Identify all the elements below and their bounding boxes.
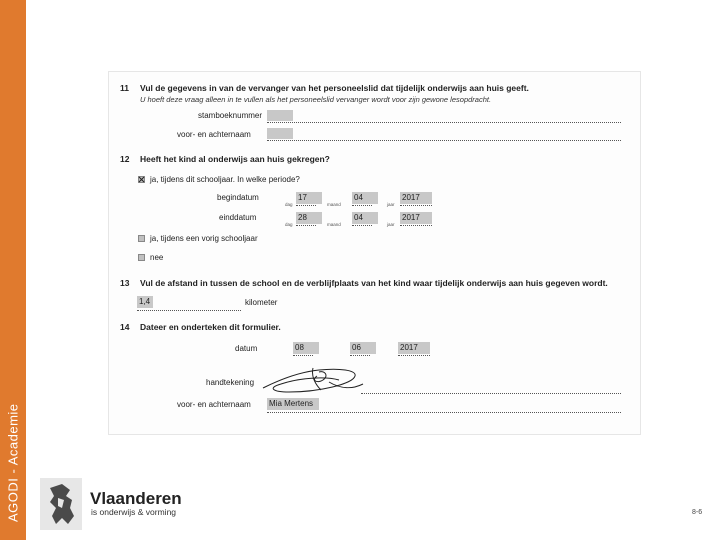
- stamboek-input[interactable]: [267, 110, 293, 121]
- q14-title: Dateer en onderteken dit formulier.: [140, 322, 281, 332]
- page-number: 8-6: [692, 509, 703, 516]
- q13-number: 13: [120, 278, 130, 288]
- q12-option2-label: ja, tijdens een vorig schooljaar: [150, 234, 258, 243]
- end-date-label: einddatum: [219, 213, 257, 222]
- substitute-name-line: [267, 140, 621, 141]
- form-page: [109, 72, 640, 434]
- q12-number: 12: [120, 154, 130, 164]
- end-month-input[interactable]: 04: [352, 212, 378, 224]
- end-year-line: [400, 225, 432, 226]
- signer-name-line: [267, 412, 621, 413]
- q12-title: Heeft het kind al onderwijs aan huis gekregen?: [140, 154, 330, 164]
- begin-date-label: begindatum: [217, 193, 259, 202]
- signature-image: [259, 362, 369, 398]
- vlaanderen-logo: [40, 478, 82, 530]
- q12-option2-checkbox[interactable]: [138, 235, 145, 242]
- q12-option1-label: ja, tijdens dit schooljaar. In welke periode?: [150, 175, 300, 184]
- distance-unit: kilometer: [245, 298, 278, 307]
- end-day-unit: dag: [285, 222, 293, 227]
- sign-day-line: [293, 355, 313, 356]
- q11-number: 11: [120, 83, 129, 93]
- end-month-line: [352, 225, 372, 226]
- begin-year-input[interactable]: 2017: [400, 192, 432, 204]
- q11-title: Vul de gegevens in van de vervanger van het personeelslid dat tijdelijk onderwijs aan huis geeft.: [140, 83, 529, 93]
- signer-name-input[interactable]: Mia Mertens: [267, 398, 319, 410]
- begin-month-line: [352, 205, 372, 206]
- end-day-line: [296, 225, 316, 226]
- sign-day-input[interactable]: 08: [293, 342, 319, 354]
- signature-line: [361, 393, 621, 394]
- sidebar-label: AGODI - Academie: [5, 403, 21, 522]
- begin-month-unit: maand: [327, 202, 341, 207]
- brand-subtitle: is onderwijs & vorming: [91, 507, 177, 517]
- q13-title: Vul de afstand in tussen de school en de verblijfplaats van het kind waar tijdelijk onderwijs aan huis gegeven wordt.: [140, 278, 608, 288]
- sign-month-line: [350, 355, 370, 356]
- signature-label: handtekening: [206, 378, 255, 387]
- distance-line: [137, 310, 241, 311]
- q11-name-label: voor- en achternaam: [177, 130, 251, 139]
- brand-name: Vlaanderen: [90, 489, 182, 508]
- sign-year-line: [398, 355, 430, 356]
- begin-year-unit: jaar: [387, 202, 395, 207]
- lion-icon: [40, 478, 82, 530]
- distance-input[interactable]: 1,4: [137, 296, 153, 308]
- begin-day-unit: dag: [285, 202, 293, 207]
- end-year-unit: jaar: [387, 222, 395, 227]
- sign-year-input[interactable]: 2017: [398, 342, 430, 354]
- end-month-unit: maand: [327, 222, 341, 227]
- sign-month-input[interactable]: 06: [350, 342, 376, 354]
- q12-option1-checkbox[interactable]: [138, 176, 145, 183]
- substitute-name-input[interactable]: [267, 128, 293, 139]
- begin-month-input[interactable]: 04: [352, 192, 378, 204]
- q12-option3-checkbox[interactable]: [138, 254, 145, 261]
- q14-number: 14: [120, 322, 130, 332]
- stamboek-line: [267, 122, 621, 123]
- begin-year-line: [400, 205, 432, 206]
- end-day-input[interactable]: 28: [296, 212, 322, 224]
- q12-option3-label: nee: [150, 253, 164, 262]
- sidebar: [0, 0, 26, 540]
- signer-name-label: voor- en achternaam: [177, 400, 251, 409]
- end-year-input[interactable]: 2017: [400, 212, 432, 224]
- begin-day-input[interactable]: 17: [296, 192, 322, 204]
- q11-note: U hoeft deze vraag alleen in te vullen als het personeelslid vervanger wordt voor zijn gewone lesopdracht.: [140, 95, 492, 104]
- q11-stamboek-label: stamboeknummer: [198, 111, 263, 120]
- begin-day-line: [296, 205, 316, 206]
- date-label: datum: [235, 344, 258, 353]
